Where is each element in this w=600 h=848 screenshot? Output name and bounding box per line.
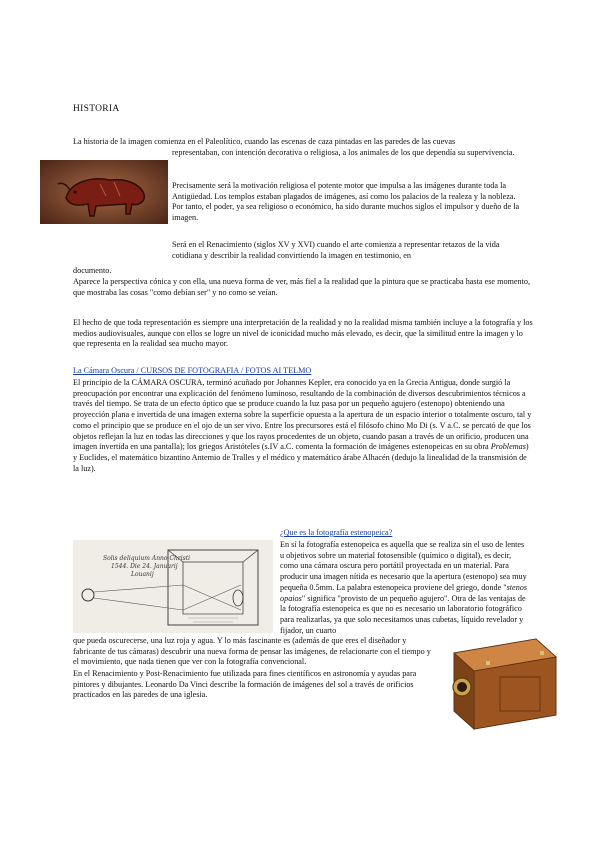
estenopeica-paragraph-continued: que pueda oscurecerse, una luz roja y agua. Y lo más fascinante es (además de que eres el diseñador y fabricante de tus cámaras) descubrir una nueva forma de pensar las imágenes, de relacionarte con el tiempo y el movimiento, que nada tienen que ver con la fotografía convencional. (73, 636, 431, 667)
intro-paragraph-1-line1: La historia de la imagen comienza en el Paleolítico, cuando las escenas de caza pintadas en las paredes de las cuevas (73, 137, 456, 146)
intro-paragraph-4: Aparece la perspectiva cónica y con ella, una nueva forma de ver, más fiel a la realidad que la pintura que se practicaba hasta ese momento, que mostraba las cosas "como debían ser" y no como se veían. (73, 277, 531, 297)
camara-oscura-link[interactable]: La Cámara Oscura / CURSOS DE FOTOGRAFIA / FOTOS AI TELMO (73, 366, 312, 375)
page-title: HISTORIA (73, 104, 120, 114)
estenopeica-paragraph (280, 540, 528, 636)
wooden-camera-image (440, 631, 562, 735)
estenopeica-text-b: " significa "provisto de un pequeño agujero". Otra de las ventajas de la fotografía estenopeica es que no es necesario un laboratorio fotográfico para realizarlas, ya que solo necesitamos unas cubetas, líquido revelador y fijador, un cuarto (280, 593, 526, 635)
intro-paragraph-3: Será en el Renacimiento (siglos XV y XVI) cuando el arte comienza a representar retazos de la vida cotidiana y describir la realidad convirtiendo la imagen en testimonio, en (172, 240, 500, 260)
intro-paragraph-2: Precisamente será la motivación religiosa el potente motor que impulsa a las imágenes durante toda la Antigüedad. Los templos estaban plagados de imágenes, así como los palacios de la realeza y la nobleza. Por tanto, el poder, ya sea religioso o económico, ha sido durante muchos siglos el impulsor y dueño de la imagen. (172, 181, 520, 223)
camara-oscura-text: El principio de la CÁMARA OSCURA, terminó acuñado por Johannes Kepler, era conocido ya en la Grecia Antigua, donde surgió la preocupación por encontrar una explicación del fenómeno luminoso, resultando de la combinación de diversos descubrimientos técnicos a través del tiempo. Se trata de un efecto óptico que se produce cuando la luz pasa por un pequeño agujero (estenopo) obteniendo una proyección plana e invertida de una imagen externa sobre la superficie opuesta a la apertura de un espacio interior o totalmente oscuro, tal y como el principio que se produce en el ojo de un ser vivo. Entre los precursores está el filósofo chino Mo Di (s. V a.C. se percató de que los objetos reflejan la luz en todas las direcciones y que los rayos procedentes de un objeto, cuando pasan a través de un orificio, producen una imagen invertida en una pantalla); los griegos Aristóteles (s.IV a.C. comenta la formación de imágenes estenopeicas en su obra (73, 378, 532, 452)
renacimiento-paragraph: En el Renacimiento y Post-Renacimiento fue utilizada para fines científicos en astronomía y ayudas para pintores y dibujantes. Leonardo Da Vinci describe la formación de imágenes del sol a través de orificios practicados en las paredes de una iglesia. (73, 669, 417, 700)
stenos-opaios-italic: stenos opaios (280, 582, 528, 603)
intro-paragraph-1-rest: representaban, con intención decorativa o religiosa, a los animales de los que dependía su supervivencia. (172, 148, 515, 157)
intro-paragraph-3-end: documento. (73, 266, 112, 275)
estenopeica-text-a: En sí la fotografía estenopeica es aquella que se realiza sin el uso de lentes u objetivos sobre un material fotosensible (químico o digital), es decir, como una cámara oscura pero portátil proyectada en un material. Para producir una imagen nítida es necesario que la apertura (estenopo) sea muy pequeña 0.5mm. La palabra estenopeica proviene del griego, donde " (280, 540, 527, 592)
sketch-caption-1: Solis deliquium Anno Christi (103, 555, 191, 562)
camera-obscura-sketch-image (73, 540, 273, 633)
sketch-caption-2: 1544. Die 24. Januarij (111, 563, 178, 570)
intro-paragraph-5: El hecho de que toda representación es siempre una interpretación de la realidad y no la realidad misma también incluye a la fotografía y los medios audiovisuales, aunque con ellos se logre un nivel de iconicidad mucho más elevado, es decir, que la similitud entre la imagen y lo que representa en la realidad sea mucho mayor. (73, 318, 533, 349)
estenopeica-link[interactable]: ¿Que es la fotografía estenopeica? (280, 528, 393, 537)
camara-oscura-paragraph (73, 378, 533, 474)
cave-painting-bison-image (40, 160, 168, 224)
sketch-caption-3: Louanij (131, 571, 154, 578)
problemas-italic: Problemas (490, 442, 526, 452)
camara-oscura-text-tail: ) y Euclides, el matemático bizantino Antemio de Tralles y el médico y matemático árabe Alhacén (dedujo la linealidad de la transmisión de la luz). (73, 442, 529, 473)
